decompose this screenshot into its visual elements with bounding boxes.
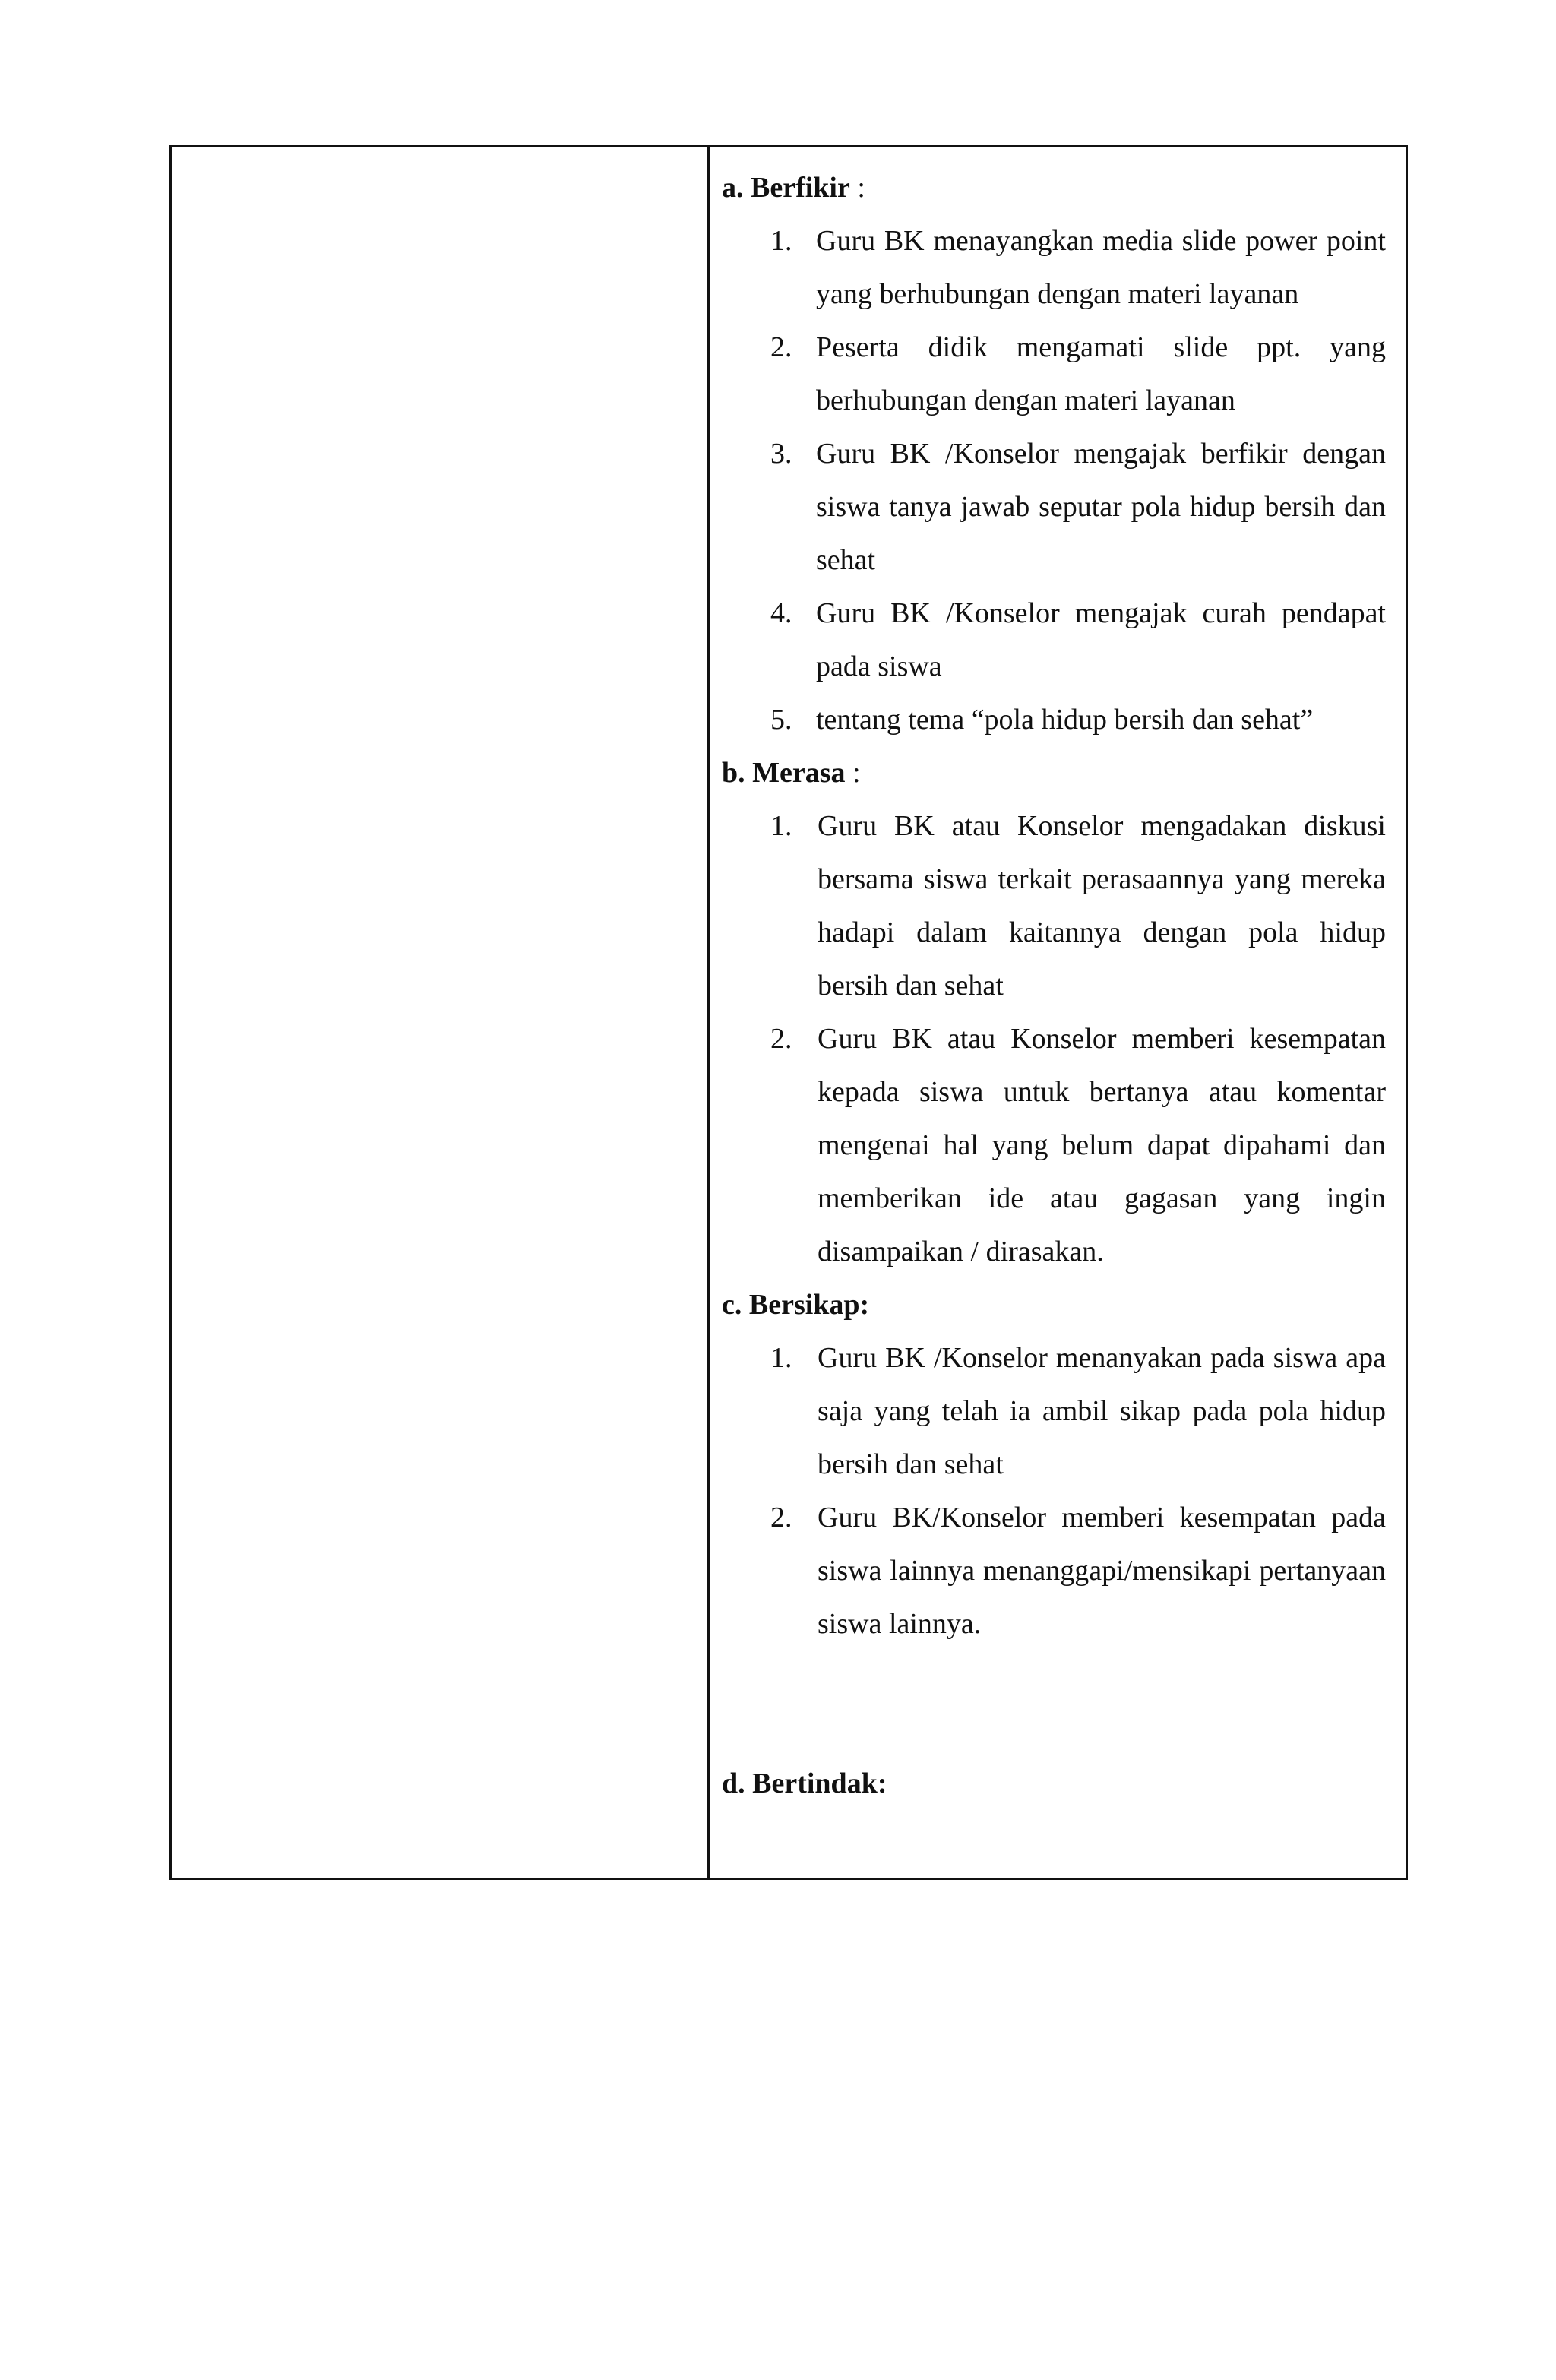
list-text: Guru BK atau Konselor memberi kesempatan kepada siswa untuk bertanya atau komentar mengenai hal yang belum dapat dipahami dan memberikan ide atau gagasan yang ingin disampaikan / dirasakan. bbox=[818, 1023, 1386, 1268]
list-item bbox=[770, 321, 1386, 427]
list-number: 1. bbox=[770, 1342, 792, 1374]
section-suffix: : bbox=[845, 757, 861, 789]
blank-space bbox=[722, 1650, 1386, 1757]
table-cell-right bbox=[710, 147, 1406, 1878]
table-cell-left bbox=[172, 147, 710, 1878]
list-number: 1. bbox=[770, 810, 792, 842]
list-item bbox=[770, 214, 1386, 321]
section-suffix: : bbox=[849, 172, 865, 204]
list-text: Guru BK /Konselor mengajak curah pendapat pada siswa bbox=[816, 597, 1386, 682]
list-item bbox=[770, 1491, 1386, 1650]
list-text: Guru BK/Konselor memberi kesempatan pada siswa lainnya menanggapi/mensikapi pertanyaan siswa lainnya. bbox=[818, 1502, 1386, 1640]
list-number: 2. bbox=[770, 1023, 792, 1055]
list-number: 2. bbox=[770, 1502, 792, 1533]
list-number: 1. bbox=[770, 225, 792, 257]
section-heading-merasa bbox=[722, 746, 1386, 799]
step-list-bersikap bbox=[722, 1331, 1386, 1650]
list-number: 3. bbox=[770, 438, 792, 470]
section-title: d. Bertindak: bbox=[722, 1768, 887, 1799]
section-heading-berfikir bbox=[722, 161, 1386, 214]
list-item bbox=[770, 427, 1386, 587]
list-number: 2. bbox=[770, 331, 792, 363]
section-heading-bersikap bbox=[722, 1278, 1386, 1331]
section-heading-bertindak bbox=[722, 1757, 1386, 1810]
list-item bbox=[770, 1012, 1386, 1278]
section-title: a. Berfikir bbox=[722, 172, 850, 204]
list-text: tentang tema “pola hidup bersih dan sehat” bbox=[816, 704, 1314, 736]
list-number: 4. bbox=[770, 597, 792, 629]
list-item bbox=[770, 587, 1386, 693]
step-list-merasa bbox=[722, 799, 1386, 1278]
section-title: c. Bersikap: bbox=[722, 1289, 870, 1321]
list-number: 5. bbox=[770, 704, 792, 736]
list-item bbox=[770, 1331, 1386, 1491]
list-item bbox=[770, 799, 1386, 1012]
activity-table bbox=[169, 145, 1408, 1880]
section-title: b. Merasa bbox=[722, 757, 846, 789]
list-text: Guru BK atau Konselor mengadakan diskusi bersama siswa terkait perasaannya yang mereka hadapi dalam kaitannya dengan pola hidup bersih dan sehat bbox=[818, 810, 1386, 1002]
list-item bbox=[770, 693, 1386, 746]
step-list-berfikir bbox=[722, 214, 1386, 746]
list-text: Guru BK /Konselor mengajak berfikir dengan siswa tanya jawab seputar pola hidup bersih dan sehat bbox=[816, 438, 1386, 576]
list-text: Peserta didik mengamati slide ppt. yang berhubungan dengan materi layanan bbox=[816, 331, 1386, 416]
list-text: Guru BK /Konselor menanyakan pada siswa apa saja yang telah ia ambil sikap pada pola hidup bersih dan sehat bbox=[818, 1342, 1386, 1480]
list-text: Guru BK menayangkan media slide power point yang berhubungan dengan materi layanan bbox=[816, 225, 1386, 310]
